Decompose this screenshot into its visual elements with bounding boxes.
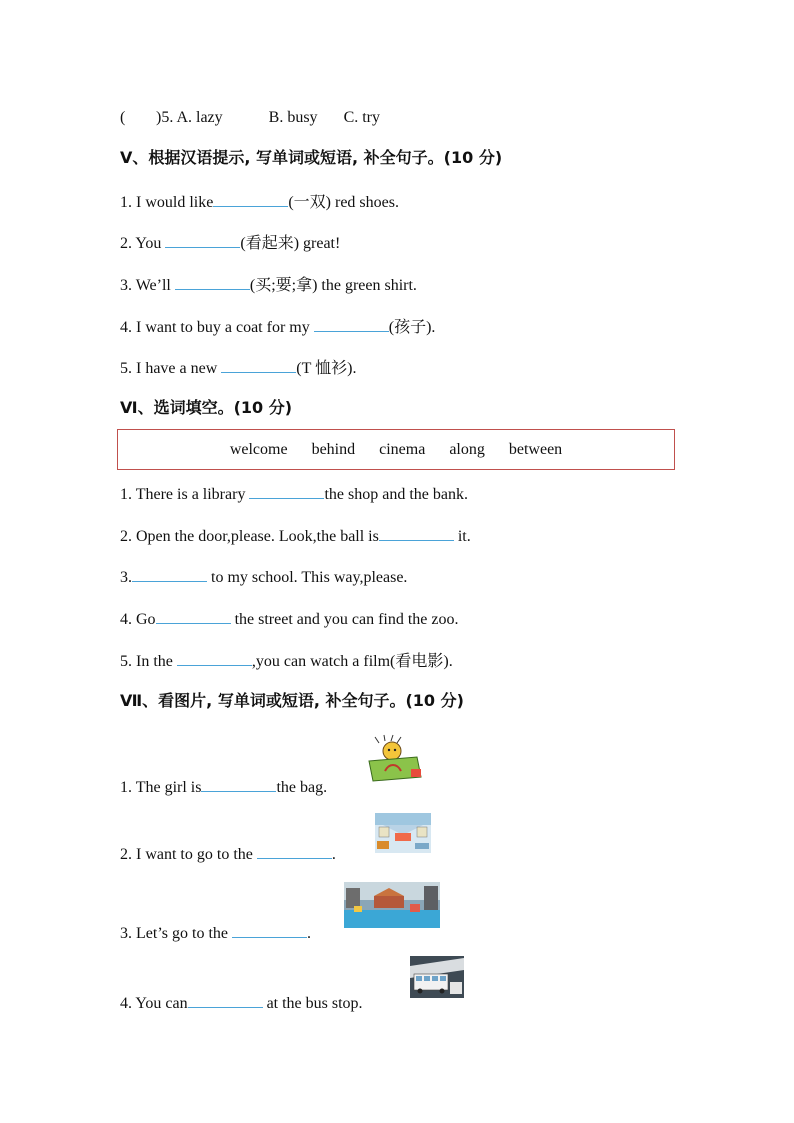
bus-stop-image	[410, 956, 464, 998]
answer-blank[interactable]	[175, 275, 250, 290]
answer-blank[interactable]	[314, 317, 389, 332]
section-6-item-1	[120, 484, 468, 505]
item-text-before: 3. Let’s go to the	[120, 925, 228, 942]
answer-blank[interactable]	[379, 526, 454, 541]
item-text-after: (买;要;拿) the green shirt.	[249, 277, 417, 294]
answer-blank[interactable]	[132, 567, 207, 582]
item-text-before: 4. You can	[120, 995, 188, 1012]
answer-blank[interactable]	[156, 609, 231, 624]
item-text-before: 3. We’ll	[120, 277, 171, 294]
word-bank-word: behind	[311, 440, 356, 458]
section-6-item-2	[120, 526, 471, 547]
item-text-after: ,you can watch a film(看电影).	[251, 653, 453, 670]
option-b: B. busy	[268, 109, 318, 126]
section-6-heading: Ⅵ、选词填空。(10 分)	[120, 398, 293, 417]
answer-paren-open: (	[120, 109, 126, 126]
item-text-before: 4. Go	[120, 611, 156, 628]
item-text-after: the shop and the bank.	[324, 486, 468, 503]
item-text-before: 4. I want to buy a coat for my	[120, 319, 310, 336]
girl-drawing-bag-image	[365, 733, 425, 785]
item-text-before: 5. I have a new	[120, 360, 218, 377]
answer-blank[interactable]	[188, 993, 263, 1008]
answer-blank[interactable]	[232, 923, 307, 938]
answer-blank[interactable]	[201, 777, 276, 792]
section-7-item-1	[120, 777, 327, 798]
item-text-after: the street and you can find the zoo.	[230, 611, 459, 628]
item-text-before: 3.	[120, 569, 132, 586]
section-6-item-3	[120, 567, 407, 588]
section-5-item-2	[120, 233, 340, 254]
section-6-item-5	[120, 651, 453, 672]
section-7-item-3	[120, 923, 311, 944]
item-text-after: (一双) red shoes.	[288, 194, 399, 211]
answer-blank[interactable]	[257, 844, 332, 859]
section-5-item-4	[120, 317, 435, 338]
word-bank-word: welcome	[229, 440, 288, 458]
item-text-after: to my school. This way,please.	[207, 569, 408, 586]
option-a: )5. A. lazy	[156, 109, 223, 126]
item-text-after: (看起来) great!	[240, 235, 341, 252]
item-text-before: 1. There is a library	[120, 486, 246, 503]
answer-blank[interactable]	[249, 484, 324, 499]
section-5-heading: Ⅴ、根据汉语提示, 写单词或短语, 补全句子。(10 分)	[120, 148, 503, 167]
section-5-item-5	[120, 358, 356, 379]
section-7-heading: Ⅶ、看图片, 写单词或短语, 补全句子。(10 分)	[120, 691, 464, 710]
option-c: C. try	[343, 109, 381, 126]
item-text-after: the bag.	[276, 779, 328, 796]
item-text-before: 5. In the	[120, 653, 173, 670]
word-bank-word: between	[508, 440, 563, 458]
item-text-after: .	[306, 925, 311, 942]
item-text-before: 2. I want to go to the	[120, 846, 253, 863]
item-text-after: (T 恤衫).	[296, 360, 357, 377]
answer-blank[interactable]	[177, 651, 252, 666]
item-text-before: 2. You	[120, 235, 162, 252]
item-text-before: 1. The girl is	[120, 779, 202, 796]
section-5-item-3	[120, 275, 417, 296]
section-6-item-4	[120, 609, 458, 630]
item-text-after: it.	[453, 528, 471, 545]
question-5-choices	[120, 108, 380, 128]
item-text-after: at the bus stop.	[262, 995, 363, 1012]
item-text-after: .	[331, 846, 336, 863]
item-text-after: (孩子).	[388, 319, 436, 336]
word-bank-box	[117, 429, 675, 470]
park-playground-image	[344, 882, 440, 928]
answer-blank[interactable]	[213, 192, 288, 207]
answer-blank[interactable]	[165, 233, 240, 248]
section-7-item-4	[120, 993, 363, 1014]
cinema-scene-image	[375, 813, 431, 853]
section-5-item-1	[120, 192, 399, 213]
section-7-item-2	[120, 844, 336, 865]
word-bank-word: cinema	[379, 440, 426, 458]
item-text-before: 2. Open the door,please. Look,the ball is	[120, 528, 379, 545]
answer-blank[interactable]	[221, 358, 296, 373]
word-bank-word: along	[449, 440, 485, 458]
item-text-before: 1. I would like	[120, 194, 214, 211]
